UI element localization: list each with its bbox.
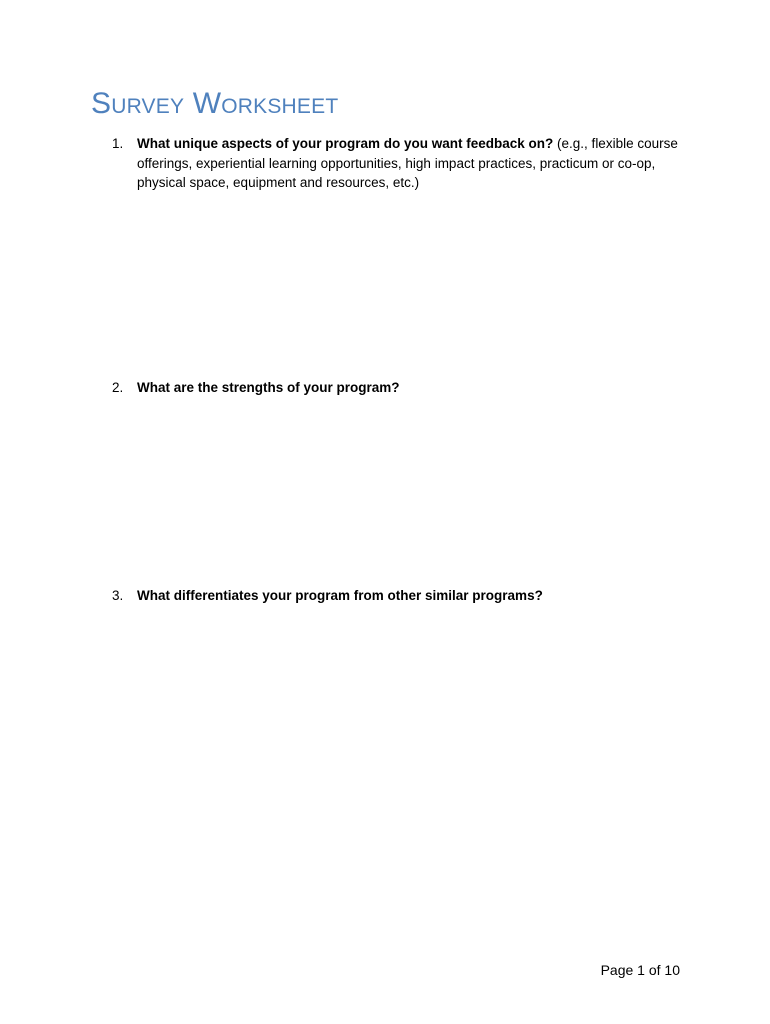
question-number: 1. bbox=[112, 136, 124, 151]
question-prompt: What unique aspects of your program do you want feedback on? bbox=[137, 136, 554, 151]
page-title: Survey Worksheet bbox=[91, 87, 339, 120]
question-number: 3. bbox=[112, 588, 124, 603]
question-text bbox=[137, 378, 692, 398]
question-1 bbox=[112, 134, 692, 193]
question-examples: (e.g., flexible course offerings, experiential learning opportunities, high impact practices, practicum or co-op, physical space, equipment and resources, etc.) bbox=[137, 136, 678, 190]
question-text bbox=[137, 134, 692, 193]
question-prompt: What differentiates your program from other similar programs? bbox=[137, 588, 543, 603]
question-number: 2. bbox=[112, 380, 124, 395]
question-prompt: What are the strengths of your program? bbox=[137, 380, 400, 395]
question-text bbox=[137, 586, 692, 606]
question-2 bbox=[112, 378, 692, 398]
page-number: Page 1 of 10 bbox=[600, 962, 680, 978]
question-3 bbox=[112, 586, 692, 606]
